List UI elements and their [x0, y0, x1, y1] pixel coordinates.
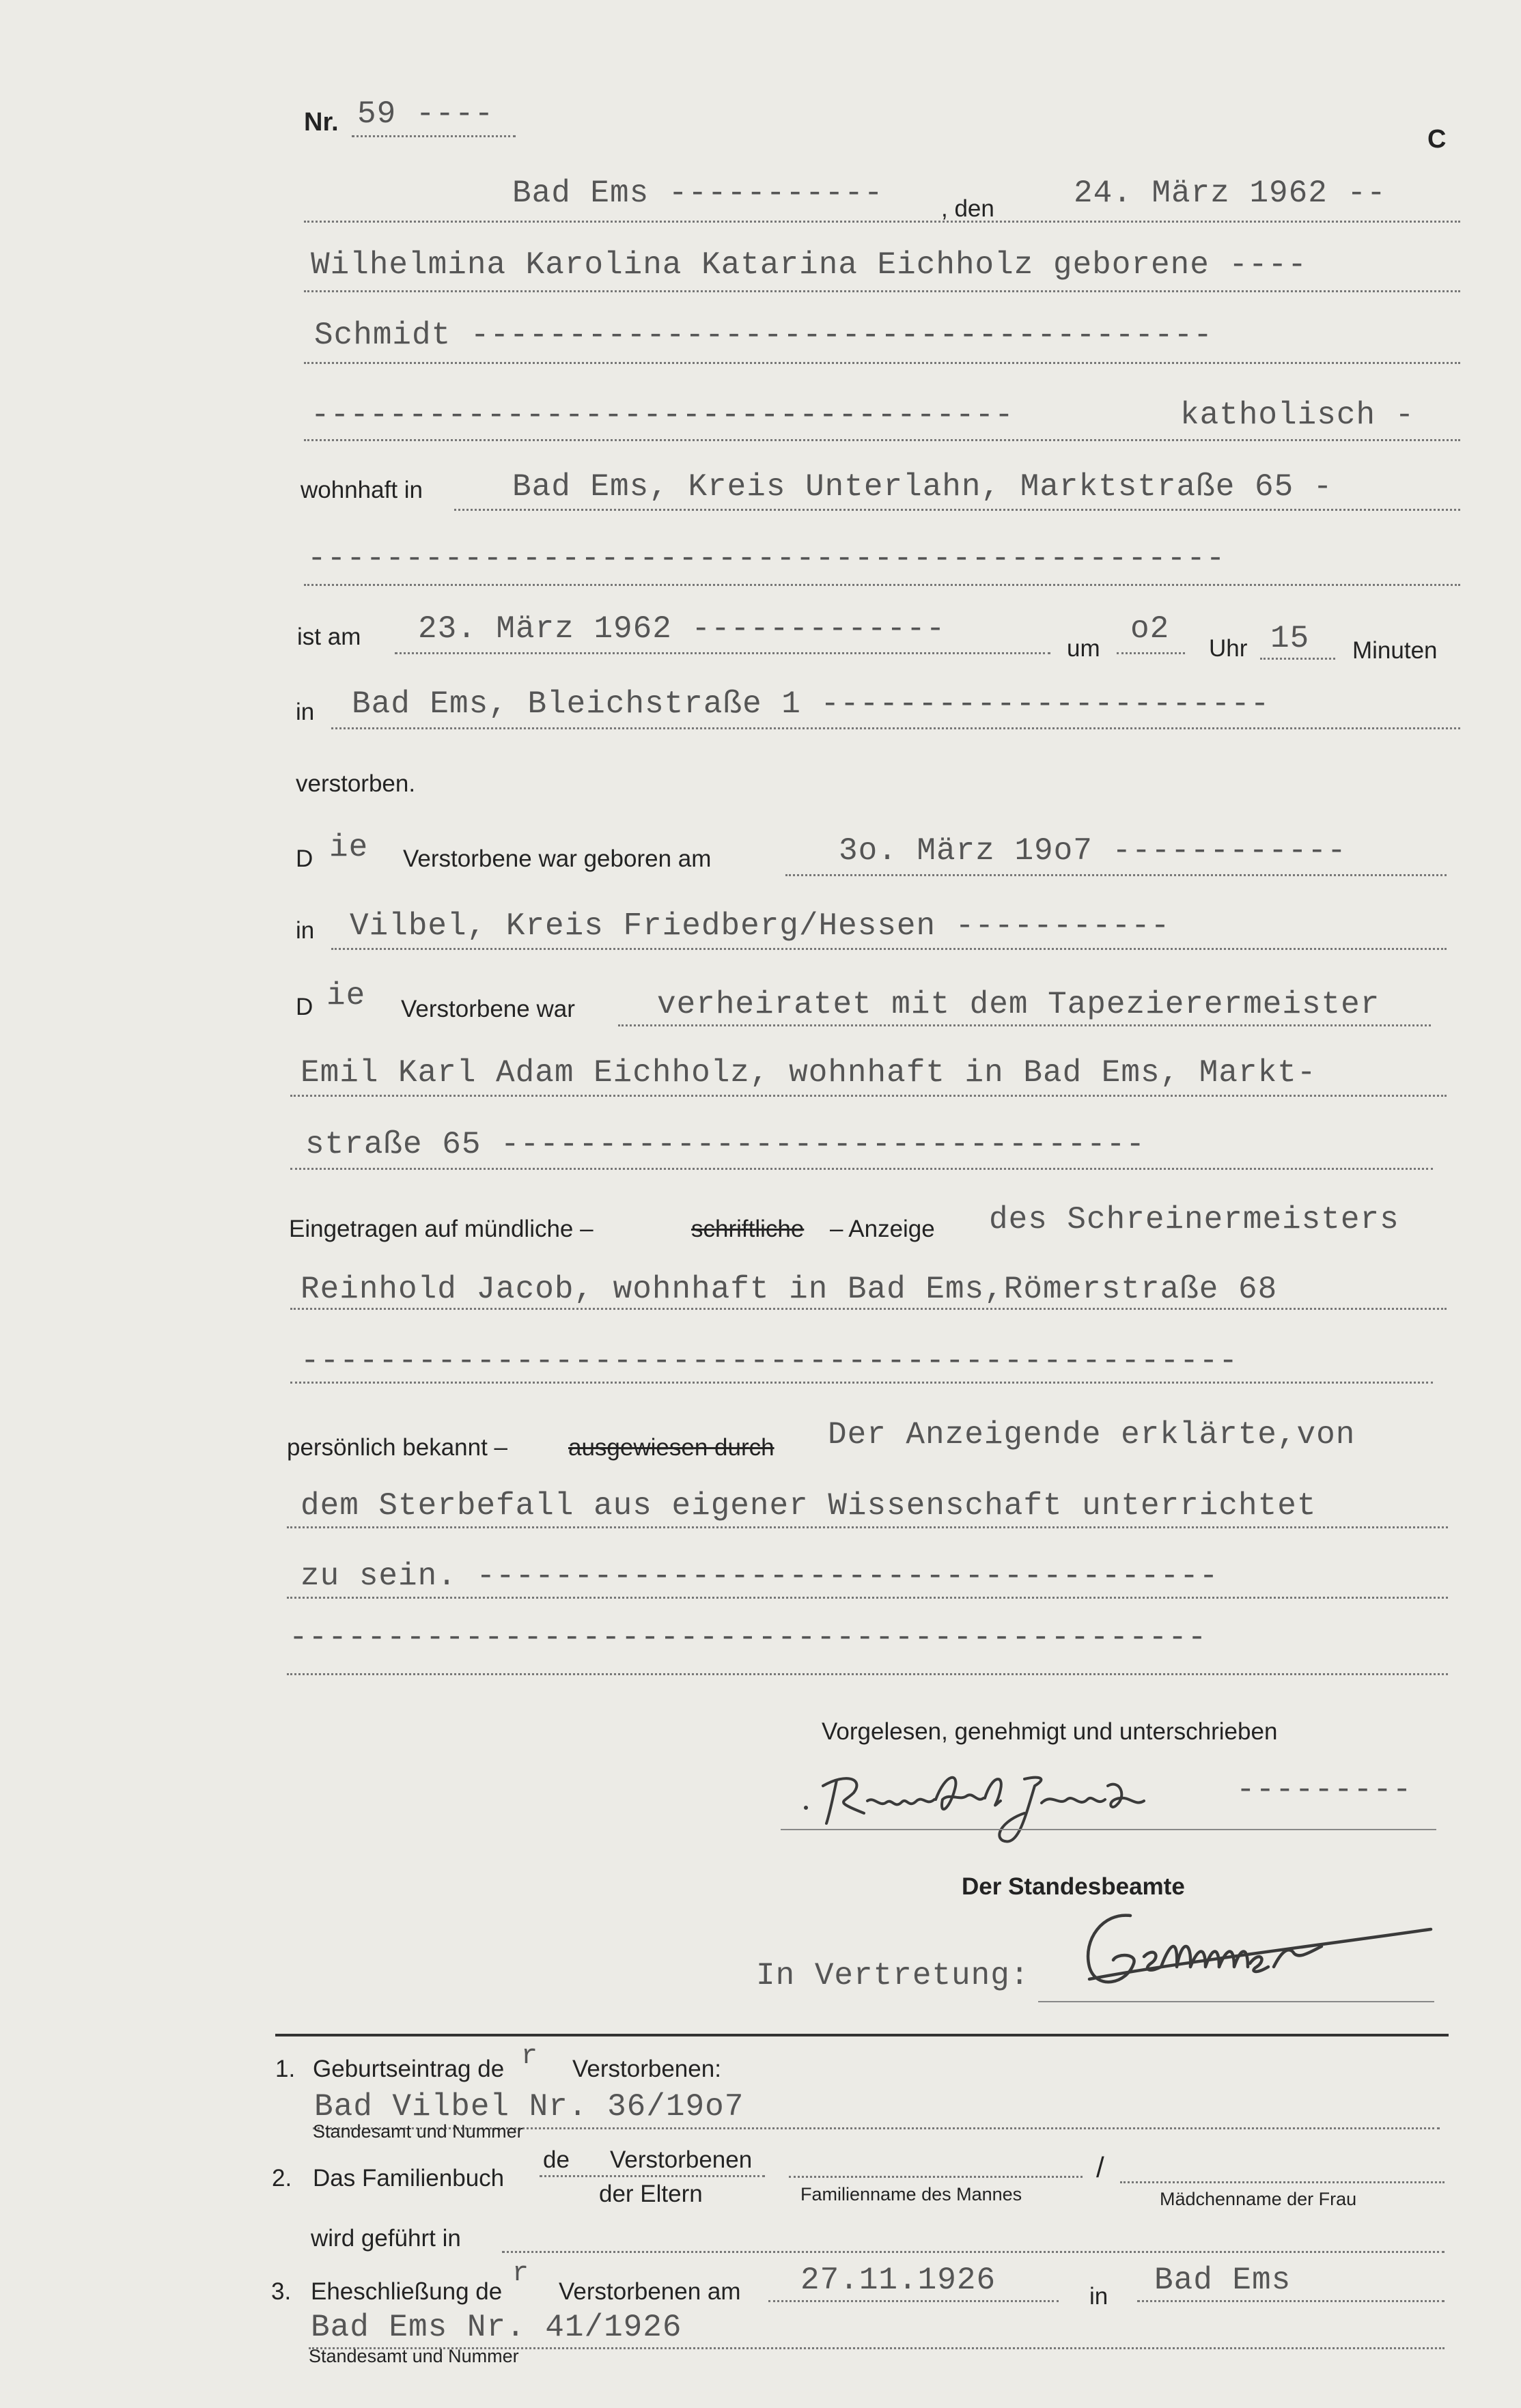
note-3-place: Bad Ems: [1154, 2263, 1292, 2298]
note-1-label-a: Geburtseintrag de: [313, 2056, 505, 2082]
deceased-name: Wilhelmina Karolina Katarina Eichholz geborene ----: [311, 247, 1307, 283]
residence-cont: -----------------------------------------------: [307, 541, 1226, 576]
minuten-label: Minuten: [1352, 637, 1438, 664]
note-2-de-line: [540, 2175, 765, 2177]
identity-line-4: -----------------------------------------------: [289, 1620, 1208, 1655]
den-label: , den: [941, 195, 994, 222]
note-2-number: 2.: [272, 2165, 292, 2192]
marriage-line-1: verheiratet mit dem Tapezierermeister: [657, 987, 1380, 1022]
birth-date: 3o. März 19o7 ------------: [839, 833, 1347, 869]
born-label: Verstorbene war geboren am: [403, 845, 712, 872]
informant-line-1: des Schreinermeisters: [989, 1202, 1399, 1237]
religion: katholisch -: [1180, 397, 1415, 433]
note-3-suffix: r: [512, 2258, 530, 2289]
marriage-line-2: Emil Karl Adam Eichholz, wohnhaft in Bad Ems, Markt-: [301, 1055, 1317, 1091]
residence-line: [454, 509, 1460, 511]
death-place-line: [331, 727, 1460, 729]
death-date: 23. März 1962 -------------: [418, 611, 946, 647]
marriage-dotted-3: [290, 1168, 1433, 1170]
verstorben-label: verstorben.: [296, 770, 416, 797]
registrar-signature: [1076, 1899, 1458, 2001]
nr-label: Nr.: [304, 108, 339, 137]
marriage-dotted-1: [618, 1024, 1431, 1026]
death-hour: o2: [1130, 611, 1170, 647]
hour-line: [1117, 652, 1185, 654]
registrar-label: Der Standesbeamte: [962, 1873, 1185, 1900]
informant-dotted-2: [290, 1308, 1447, 1310]
death-date-line: [395, 652, 1050, 654]
informant-line-2: Reinhold Jacob, wohnhaft in Bad Ems,Römerstraße 68: [301, 1272, 1278, 1307]
section-rule: [275, 2034, 1449, 2036]
registration-line-1: [304, 221, 1460, 223]
marriage-d-label: D: [296, 994, 313, 1020]
note-3-label-b: Verstorbenen am: [559, 2278, 741, 2305]
nr-value: 59 ----: [357, 96, 494, 132]
registration-date: 24. März 1962 --: [1074, 176, 1386, 211]
marriage-line-3: straße 65 ---------------------------------: [305, 1127, 1145, 1162]
death-in-label: in: [296, 699, 315, 725]
identity-line-2: dem Sterbefall aus eigener Wissenschaft unterrichtet: [301, 1488, 1317, 1524]
birth-place: Vilbel, Kreis Friedberg/Hessen -----------: [350, 908, 1171, 944]
identity-label-a: persönlich bekannt –: [287, 1434, 507, 1461]
residence: Bad Ems, Kreis Unterlahn, Marktstraße 65 -: [512, 469, 1333, 505]
maedchenname-line: [1120, 2181, 1445, 2183]
standesamt-label-1: Standesamt und Nummer: [313, 2121, 523, 2142]
note-2-gefuehrt-line: [502, 2251, 1445, 2253]
note-2-slash: /: [1096, 2151, 1104, 2183]
note-3-in: in: [1089, 2283, 1108, 2310]
note-2-label: Das Familienbuch: [313, 2165, 505, 2192]
uhr-label: Uhr: [1209, 635, 1248, 662]
ist-am-label: ist am: [297, 624, 361, 650]
minutes-line: [1260, 658, 1335, 660]
marriage-d-suffix: ie: [326, 978, 366, 1013]
maiden-name: Schmidt --------------------------------------: [314, 318, 1213, 353]
note-1-suffix: r: [521, 2041, 539, 2072]
identity-label-struck: ausgewiesen durch: [568, 1434, 775, 1461]
wohnhaft-label: wohnhaft in: [301, 477, 423, 503]
birth-date-line: [785, 874, 1447, 876]
note-3-value: Bad Ems Nr. 41/1926: [311, 2310, 682, 2345]
identity-dotted-4: [287, 1673, 1448, 1675]
informant-label-struck: schriftliche: [691, 1216, 805, 1242]
identity-dotted-2: [287, 1526, 1448, 1528]
informant-signature: [799, 1759, 1223, 1854]
religion-dashes: ------------------------------------: [311, 397, 1014, 433]
informant-dotted-3: [290, 1382, 1433, 1384]
standesamt-label-2: Standesamt und Nummer: [309, 2346, 519, 2366]
residence-line-2: [304, 584, 1460, 586]
death-minutes: 15: [1270, 621, 1310, 656]
maedchenname-label: Mädchenname der Frau: [1160, 2189, 1357, 2209]
familienname-line: [789, 2176, 1083, 2178]
note-2-gefuehrt: wird geführt in: [311, 2225, 461, 2252]
maiden-line: [304, 362, 1460, 364]
note-3-label-a: Eheschließung de: [311, 2278, 503, 2305]
identity-line-1: Der Anzeigende erklärte,von: [828, 1417, 1356, 1453]
note-2-eltern: der Eltern: [599, 2181, 703, 2207]
birth-d-label: D: [296, 845, 313, 872]
birth-in-label: in: [296, 917, 315, 944]
identity-line-3: zu sein. --------------------------------------: [301, 1558, 1219, 1594]
informant-label-a: Eingetragen auf mündliche –: [289, 1216, 594, 1242]
note-2-verstorbenen: Verstorbenen: [610, 2146, 753, 2173]
note-2-de: de: [543, 2146, 570, 2173]
registrar-sign-line: [1038, 2001, 1434, 2002]
informant-sign-line: [781, 1829, 1436, 1830]
in-vertretung: In Vertretung:: [756, 1958, 1030, 1993]
informant-label-b: – Anzeige: [830, 1216, 935, 1242]
note-3-date-line: [768, 2300, 1059, 2302]
identity-dotted-3: [287, 1597, 1448, 1599]
note-3-date: 27.11.1926: [800, 2263, 996, 2298]
birth-d-suffix: ie: [329, 830, 369, 865]
birth-place-line: [331, 948, 1447, 950]
name-line: [304, 290, 1460, 292]
informant-dashes: ---------: [1236, 1772, 1412, 1808]
informant-line-3: ------------------------------------------------: [301, 1343, 1239, 1379]
note-1-label-b: Verstorbenen:: [572, 2056, 721, 2082]
marriage-dotted-2: [290, 1095, 1447, 1097]
corner-letter: C: [1427, 125, 1447, 154]
um-label: um: [1067, 635, 1100, 662]
death-place: Bad Ems, Bleichstraße 1 -----------------------: [352, 686, 1270, 722]
familienname-label: Familienname des Mannes: [800, 2184, 1022, 2204]
note-3-place-line: [1137, 2300, 1445, 2302]
note-1-value: Bad Vilbel Nr. 36/19o7: [314, 2089, 744, 2125]
religion-line: [304, 439, 1460, 441]
read-approved-label: Vorgelesen, genehmigt und unterschrieben: [822, 1718, 1278, 1745]
marriage-was-label: Verstorbene war: [401, 996, 575, 1022]
registration-place: Bad Ems -----------: [512, 176, 884, 211]
nr-line: [352, 135, 516, 137]
note-3-number: 3.: [271, 2278, 292, 2305]
note-1-number: 1.: [275, 2056, 296, 2082]
